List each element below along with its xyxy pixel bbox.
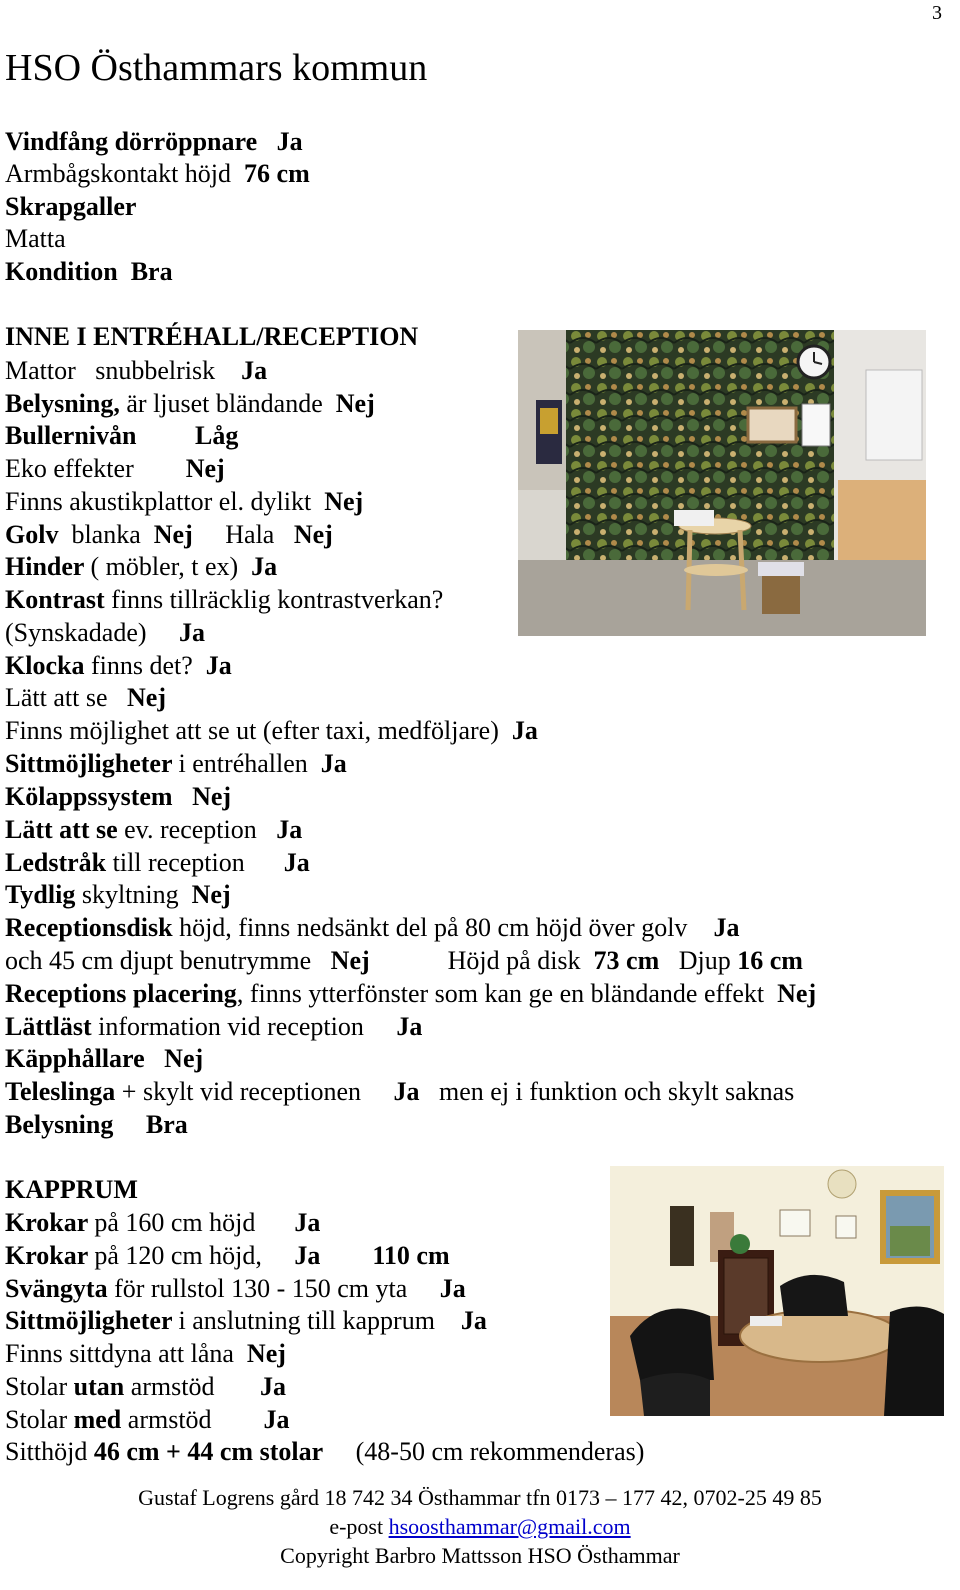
text-segment: (Synskadade) [5, 618, 180, 647]
bold-segment: KAPPRUM [5, 1175, 138, 1204]
bold-segment: Sittmöjligheter [5, 749, 179, 778]
text-segment: information vid reception [98, 1012, 397, 1041]
bold-segment: Kondition Bra [5, 257, 173, 286]
bold-segment: Ledstråk [5, 848, 113, 877]
bold-segment: utan [73, 1372, 131, 1401]
text-line [5, 1110, 188, 1140]
text-segment: armstöd [130, 1372, 260, 1401]
bold-segment: Kontrast [5, 585, 112, 614]
text-segment: ev. reception [124, 815, 277, 844]
bold-segment: Ja 110 cm [294, 1241, 450, 1270]
bold-segment: Ja [460, 1306, 487, 1335]
text-segment: i anslutning till kapprum [178, 1306, 461, 1335]
footer-email-line [0, 1513, 960, 1541]
text-segment: Eko effekter [5, 454, 186, 483]
text-segment: till reception [112, 848, 284, 877]
text-line [5, 356, 267, 386]
text-line [5, 651, 232, 681]
bold-segment: Sittmöjligheter [5, 1306, 179, 1335]
text-segment: Finns möjlighet att se ut (efter taxi, medföljare) [5, 716, 512, 745]
entrance-hall-photo [518, 330, 926, 636]
bold-segment: Golv [5, 520, 65, 549]
bold-segment: Nej [153, 520, 193, 549]
text-segment: för rullstol 130 - 150 cm yta [114, 1274, 440, 1303]
bold-segment: Belysning, [5, 389, 127, 418]
text-segment: och 45 cm djupt benutrymme [5, 946, 331, 975]
text-line [5, 159, 310, 189]
text-segment: är ljuset bländande [126, 389, 336, 418]
bold-segment: Svängyta [5, 1274, 115, 1303]
bold-segment: Receptions placering [5, 979, 237, 1008]
text-segment: finns tillräcklig kontrastverkan? [111, 585, 444, 614]
text-line [5, 1372, 286, 1402]
text-line [5, 1175, 138, 1205]
text-line [5, 520, 333, 550]
bold-segment: Skrapgaller [5, 192, 137, 221]
bold-segment: Ja [439, 1274, 466, 1303]
text-line [5, 913, 739, 943]
text-line [5, 1274, 466, 1304]
text-line [5, 979, 816, 1009]
text-segment: Höjd på disk [369, 946, 594, 975]
text-line [5, 749, 347, 779]
bold-segment: Ja [396, 1012, 423, 1041]
text-segment: Armbågskontakt höjd [5, 159, 245, 188]
bold-segment: Ja [241, 356, 268, 385]
bold-segment: Nej [293, 520, 333, 549]
text-segment: Finns akustikplattor el. dylikt [5, 487, 325, 516]
text-segment: Stolar [5, 1405, 74, 1434]
text-line [5, 454, 225, 484]
text-segment: i entréhallen [178, 749, 321, 778]
text-line [5, 1077, 794, 1107]
bold-segment: Nej [777, 979, 817, 1008]
text-line [5, 552, 277, 582]
bold-segment: Nej [246, 1339, 286, 1368]
bold-segment: Kölappssystem Nej [5, 782, 232, 811]
text-segment: på 160 cm höjd [94, 1208, 295, 1237]
text-line [5, 946, 803, 976]
bold-segment: Ja [393, 1077, 420, 1106]
text-line [5, 1208, 320, 1238]
text-line [5, 257, 173, 287]
text-segment: Stolar [5, 1372, 74, 1401]
text-line [5, 322, 418, 352]
text-segment: Lätt att se [5, 683, 128, 712]
text-segment: Finns sittdyna att låna [5, 1339, 247, 1368]
bold-segment: Lättläst [5, 1012, 99, 1041]
text-segment: på 120 cm höjd, [94, 1241, 295, 1270]
bold-segment: Vindfång dörröppnare Ja [5, 127, 303, 156]
text-segment: höjd, finns nedsänkt del på 80 cm höjd över golv [179, 913, 714, 942]
email-link[interactable]: hsoosthammar@gmail.com [388, 1514, 631, 1539]
email-label: e-post [329, 1514, 389, 1539]
bold-segment: med [73, 1405, 128, 1434]
text-segment: (48-50 cm rekommenderas) [323, 1437, 645, 1466]
bold-segment: Nej [335, 389, 375, 418]
text-segment: men ej i funktion och skylt saknas [419, 1077, 795, 1106]
text-segment: Mattor snubbelrisk [5, 356, 242, 385]
text-line [5, 487, 363, 517]
text-line [5, 618, 205, 648]
bold-segment: Bullernivån Låg [5, 421, 239, 450]
bold-segment: Nej [324, 487, 364, 516]
bold-segment: Ja [179, 618, 206, 647]
footer-copyright: Copyright Barbro Mattsson HSO Östhammar [280, 1543, 680, 1568]
text-line [5, 683, 166, 713]
text-line [5, 848, 310, 878]
bold-segment: Teleslinga [5, 1077, 122, 1106]
text-line [5, 1339, 286, 1369]
bold-segment: Lätt att se [5, 815, 125, 844]
text-segment: armstöd [127, 1405, 264, 1434]
bold-segment: Hinder [5, 552, 91, 581]
text-segment: skyltning [81, 880, 192, 909]
bold-segment: Ja [251, 552, 278, 581]
bold-segment: 76 cm [244, 159, 310, 188]
text-segment: Hala [192, 520, 294, 549]
text-line [5, 1306, 487, 1336]
bold-segment: Ja [263, 1405, 290, 1434]
bold-segment: Krokar [5, 1241, 95, 1270]
text-segment: ( möbler, t ex) [90, 552, 252, 581]
text-line [5, 716, 538, 746]
text-segment: blanka [64, 520, 154, 549]
text-line [5, 224, 66, 254]
bold-segment: Ja [294, 1208, 321, 1237]
bold-segment: 16 cm [737, 946, 803, 975]
bold-segment: Ja [276, 815, 303, 844]
text-line [5, 782, 231, 812]
cloakroom-photo [610, 1166, 944, 1416]
bold-segment: Nej [127, 683, 166, 712]
page-title: HSO Östhammars kommun [5, 47, 428, 89]
bold-segment: Ja [283, 848, 310, 877]
bold-segment: Ja [713, 913, 740, 942]
text-line [5, 1044, 203, 1074]
text-line [5, 1012, 422, 1042]
text-line [5, 192, 136, 222]
text-segment: Sitthöjd [5, 1437, 94, 1466]
text-segment: Djup [659, 946, 738, 975]
text-line [5, 1241, 450, 1271]
text-segment: finns det? [90, 651, 206, 680]
text-segment: + skylt vid receptionen [121, 1077, 394, 1106]
text-line [5, 1405, 290, 1435]
bold-segment: Ja [205, 651, 232, 680]
page-number: 3 [932, 2, 942, 24]
bold-segment: Tydlig [5, 880, 82, 909]
text-segment: , finns ytterfönster som kan ge en bländande effekt [236, 979, 778, 1008]
text-line [5, 585, 443, 615]
footer-address: Gustaf Logrens gård 18 742 34 Östhammar tfn 0173 – 177 42, 0702-25 49 85 [138, 1485, 822, 1510]
bold-segment: Klocka [5, 651, 91, 680]
text-line [5, 127, 303, 157]
text-segment: Matta [5, 224, 66, 253]
bold-segment: Ja [511, 716, 538, 745]
bold-segment: INNE I ENTRÉHALL/RECEPTION [5, 322, 419, 351]
bold-segment: Belysning Bra [5, 1110, 188, 1139]
bold-segment: Krokar [5, 1208, 95, 1237]
bold-segment: Nej [185, 454, 225, 483]
text-line [5, 389, 375, 419]
bold-segment: Ja [259, 1372, 286, 1401]
text-line [5, 421, 238, 451]
text-line [5, 815, 302, 845]
bold-segment: Nej [330, 946, 370, 975]
bold-segment: Receptionsdisk [5, 913, 180, 942]
bold-segment: 46 cm + 44 cm stolar [93, 1437, 324, 1466]
bold-segment: Ja [320, 749, 347, 778]
bold-segment: Käpphållare Nej [5, 1044, 204, 1073]
bold-segment: 73 cm [593, 946, 660, 975]
bold-segment: Nej [191, 880, 231, 909]
text-line [5, 1437, 644, 1467]
text-line [5, 880, 231, 910]
